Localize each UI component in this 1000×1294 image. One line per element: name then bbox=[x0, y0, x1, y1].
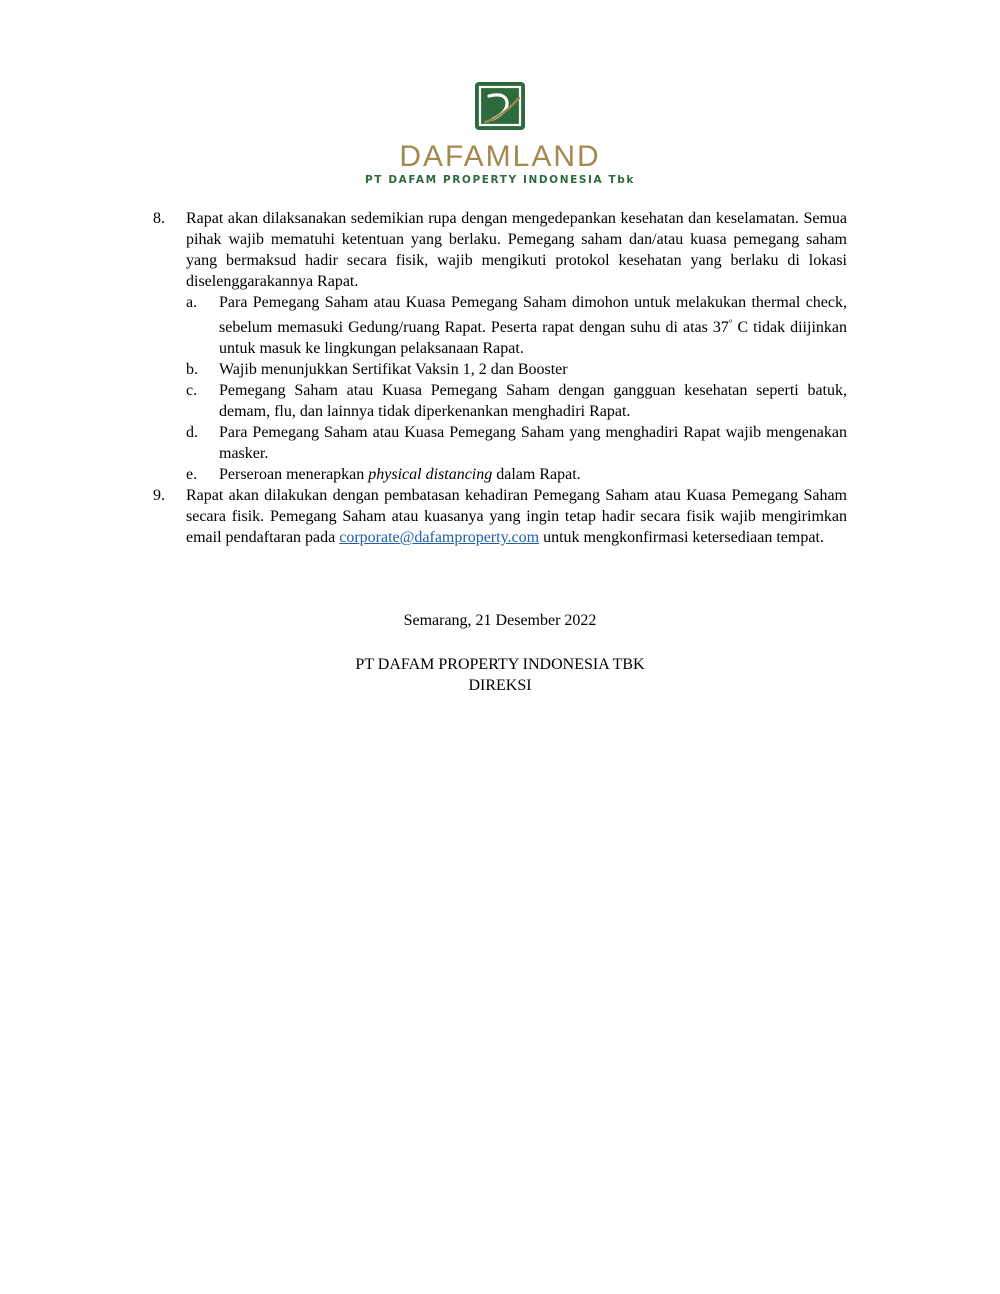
sub-item-text-part: Perseroan menerapkan bbox=[219, 466, 369, 483]
item-number: 8. bbox=[153, 210, 165, 227]
logo-name: DAFAMLAND bbox=[399, 140, 601, 173]
sub-item-text bbox=[219, 292, 847, 359]
sub-item-text: Wajib menunjukkan Sertifikat Vaksin 1, 2 dan Booster bbox=[219, 361, 568, 378]
list-item-9 bbox=[153, 485, 847, 548]
sub-item-text bbox=[219, 464, 847, 485]
sub-item-letter: d. bbox=[186, 424, 198, 441]
company-logo bbox=[0, 82, 1000, 187]
company-name: PT DAFAM PROPERTY INDONESIA TBK bbox=[355, 656, 645, 673]
item-number: 9. bbox=[153, 487, 165, 504]
sub-item-a bbox=[186, 292, 847, 359]
item-text-part: Rapat akan dilakukan dengan pembatasan kehadiran Pemegang Saham atau Kuasa Pemegang Saham secara fisik. Pemegang Saham atau kuasanya yang ingin tetap hadir secara fisik wajib mengirimkan email pendaftaran pada bbox=[186, 487, 847, 546]
sub-item-text: Pemegang Saham atau Kuasa Pemegang Saham dengan gangguan kesehatan seperti batuk, demam, flu, dan lainnya tidak diperkenankan menghadiri Rapat. bbox=[219, 382, 847, 420]
degree-symbol: ° bbox=[728, 318, 733, 328]
notice-body bbox=[153, 208, 847, 548]
sub-item-b bbox=[186, 359, 847, 380]
sub-item-d bbox=[186, 422, 847, 464]
item-text: Rapat akan dilaksanakan sedemikian rupa dengan mengedepankan kesehatan dan keselamatan. Semua pihak wajib mematuhi ketentuan yang berlaku. Pemegang saham dan/atau kuasa pemegang saham yang bermaksud hadir secara fisik, wajib mengikuti protokol kesehatan yang berlaku di lokasi diselenggarakannya Rapat. bbox=[186, 210, 847, 290]
sub-item-text: Para Pemegang Saham atau Kuasa Pemegang Saham yang menghadiri Rapat wajib mengenakan masker. bbox=[219, 424, 847, 462]
place-date: Semarang, 21 Desember 2022 bbox=[403, 612, 597, 629]
item-text bbox=[186, 485, 847, 548]
item-text-part: untuk mengkonfirmasi ketersediaan tempat. bbox=[539, 529, 824, 546]
sub-item-c bbox=[186, 380, 847, 422]
health-protocol-list bbox=[186, 292, 847, 485]
sub-item-letter: c. bbox=[186, 382, 198, 399]
dafamland-logo-icon bbox=[475, 82, 525, 130]
sub-item-text-part: C tidak diijinkan untuk masuk ke lingkungan pelaksanaan Rapat. bbox=[219, 319, 847, 357]
list-item-8 bbox=[153, 208, 847, 485]
email-link[interactable]: corporate@dafamproperty.com bbox=[339, 529, 540, 546]
sub-item-text-part: dalam Rapat. bbox=[492, 466, 581, 483]
sub-item-letter: e. bbox=[186, 466, 198, 483]
sub-item-letter: a. bbox=[186, 294, 198, 311]
sub-item-text-part: Para Pemegang Saham atau Kuasa Pemegang Saham dimohon untuk melakukan thermal check, sebelum memasuki Gedung/ruang Rapat. Peserta rapat dengan suhu di atas 37 bbox=[219, 294, 847, 336]
logo-subtitle: PT DAFAM PROPERTY INDONESIA Tbk bbox=[365, 174, 635, 186]
italic-term: physical distancing bbox=[368, 466, 493, 483]
sub-item-e bbox=[186, 464, 847, 485]
sub-item-letter: b. bbox=[186, 361, 198, 378]
signatory: DIREKSI bbox=[468, 677, 532, 694]
